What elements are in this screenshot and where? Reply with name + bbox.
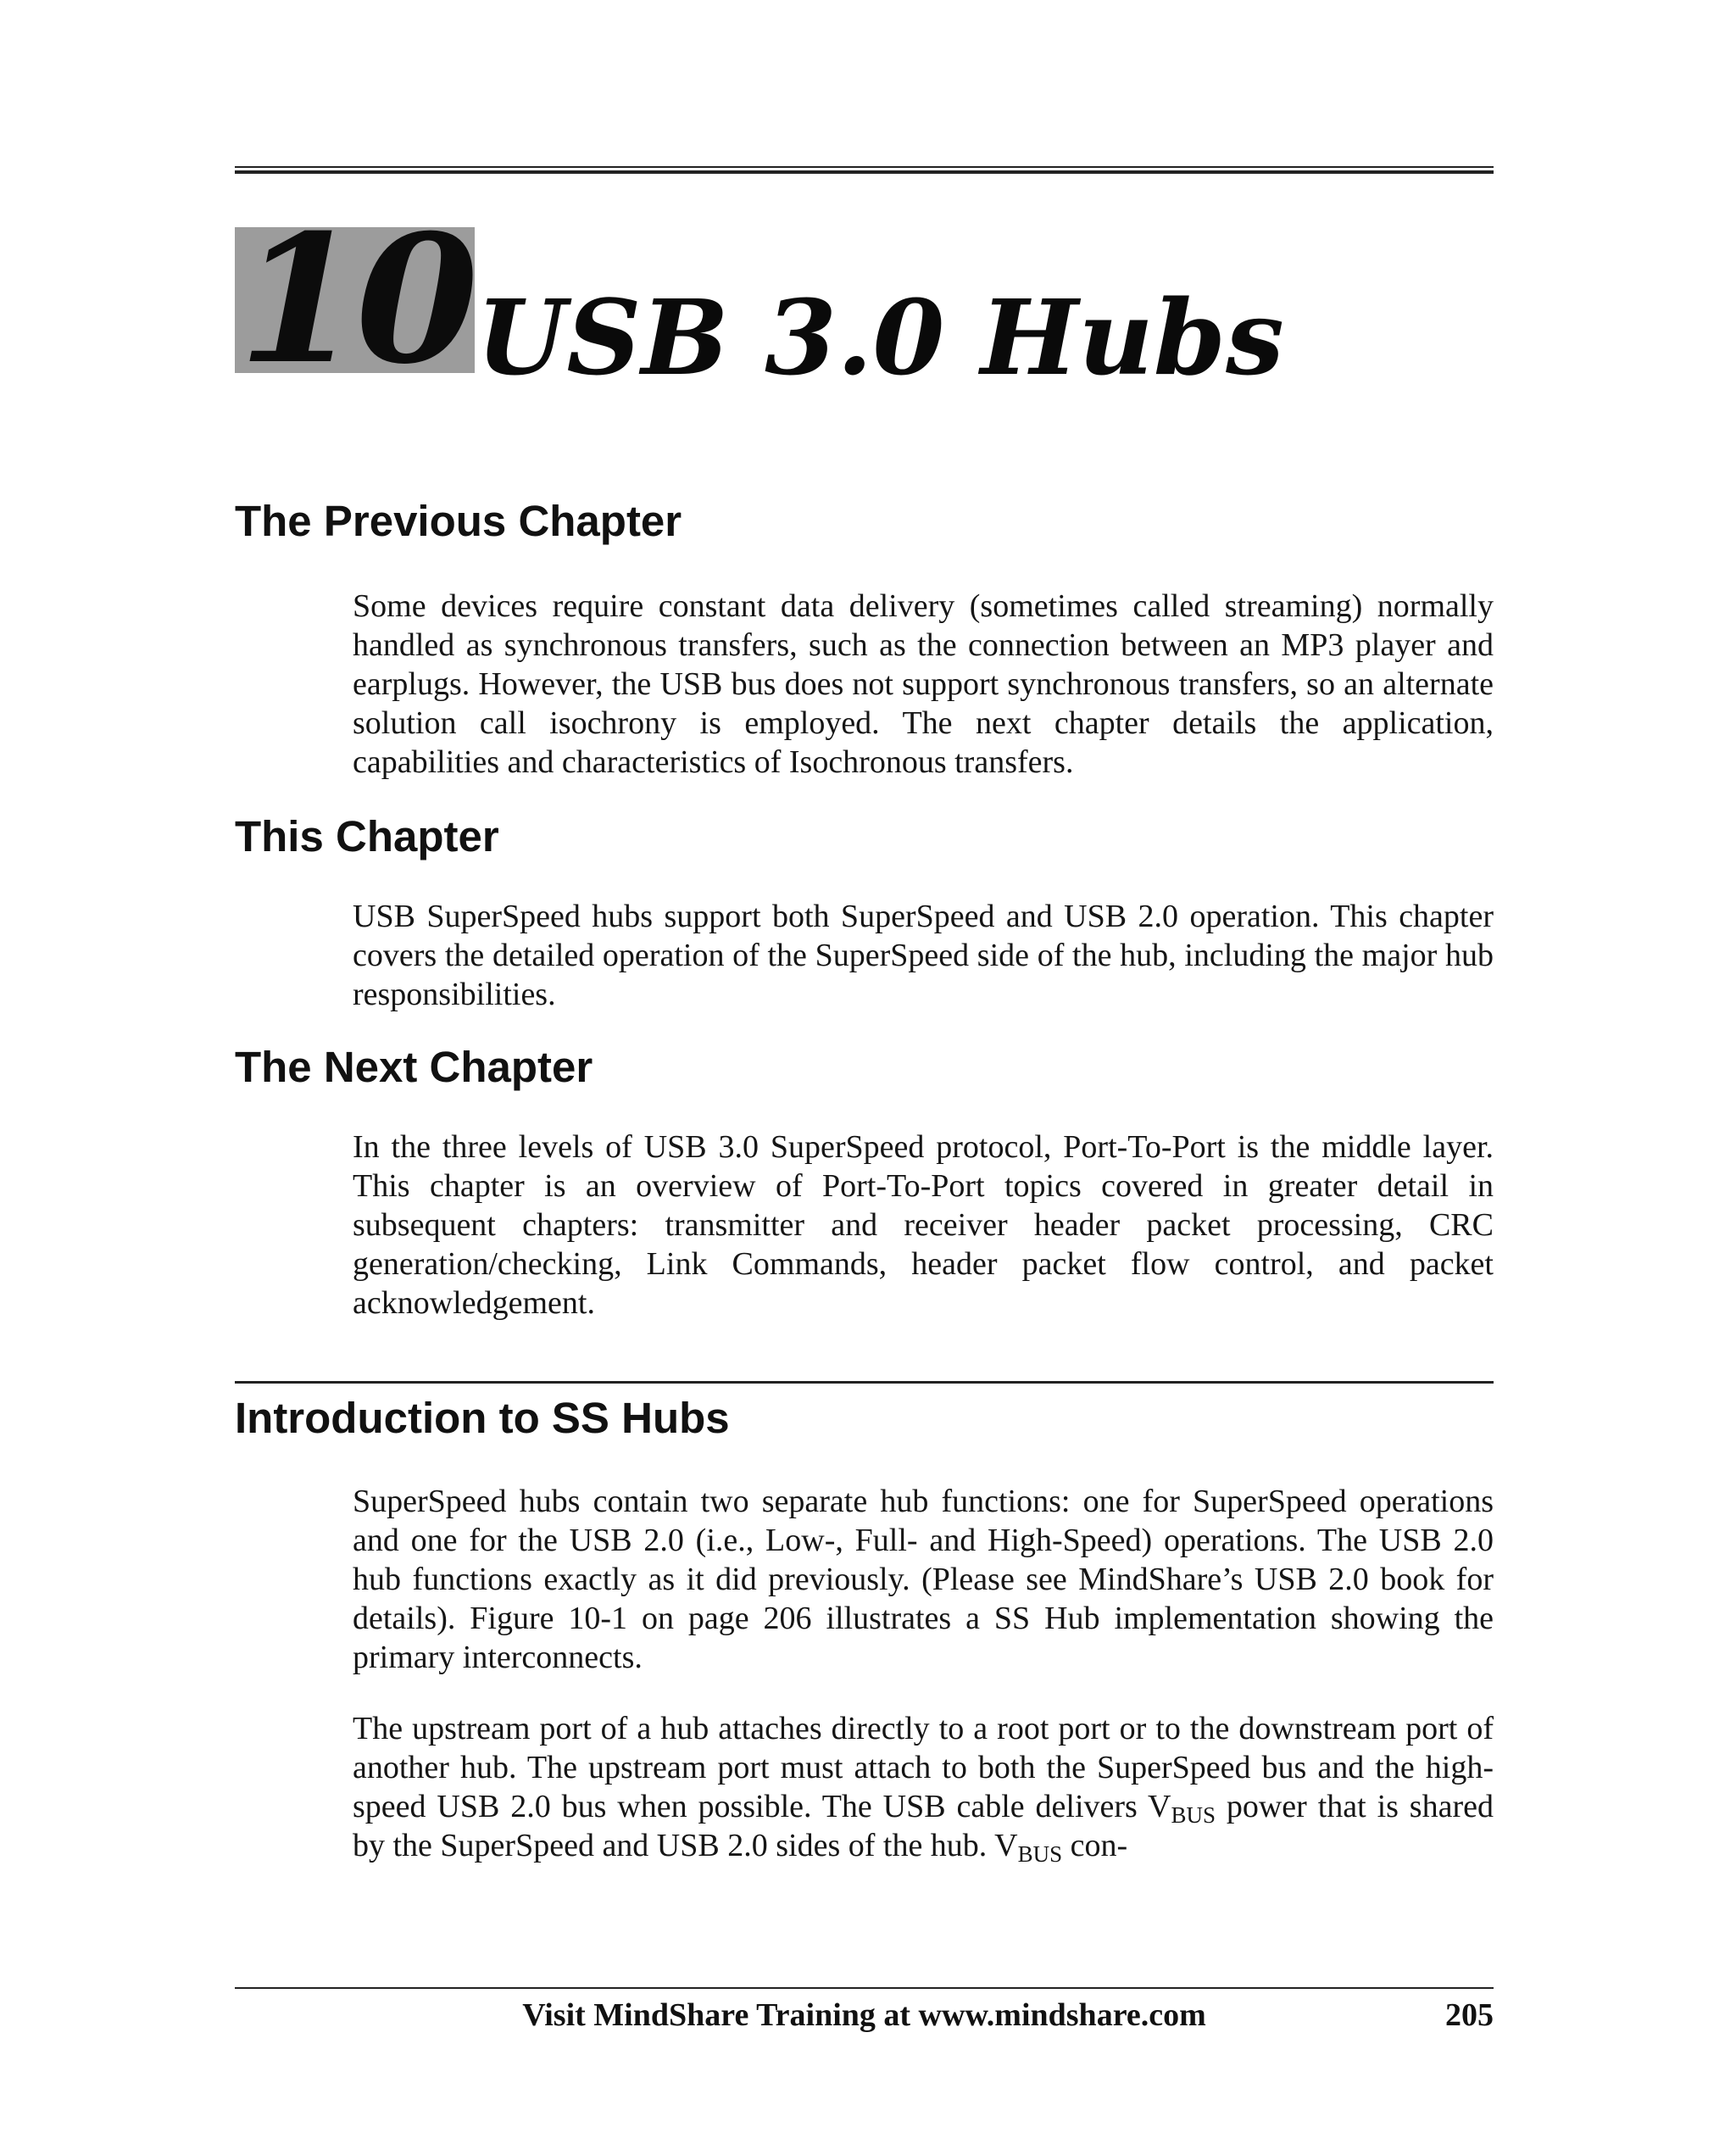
paragraph-intro-2 (353, 1709, 1494, 1865)
heading-next-chapter: The Next Chapter (235, 1043, 593, 1091)
chapter-number: 10 (235, 227, 475, 373)
paragraph-intro-1 (353, 1482, 1494, 1677)
heading-introduction: Introduction to SS Hubs (235, 1394, 730, 1442)
paragraph-this-chapter (353, 897, 1494, 1014)
paragraph-next-text: In the three levels of USB 3.0 SuperSpeed protocol, Port-To-Port is the middle layer. This chapter is an overview of Port-To-Port topics covered in greater detail in subsequent chapters: transmitter and receiver header packet processing, CRC generation/checking, Link Commands, header packet flow control, and packet acknowledgement. (353, 1129, 1494, 1321)
page-number: 205 (1445, 1997, 1494, 2033)
paragraph-intro-2-text (353, 1709, 1494, 1865)
intro-2-text-b: power that is shared by the SuperSpeed and USB 2.0 sides of the hub. V (353, 1789, 1494, 1863)
footer-visit-text: Visit MindShare Training at www.mindshare.com (522, 1997, 1206, 2033)
intro-2-text-c: con- (1062, 1828, 1128, 1863)
top-double-rule (235, 166, 1494, 174)
section-divider (235, 1381, 1494, 1384)
paragraph-previous-chapter (353, 587, 1494, 782)
paragraph-next-chapter (353, 1128, 1494, 1323)
page-footer (235, 1994, 1494, 2036)
vbus-subscript-2: BUS (1017, 1841, 1063, 1867)
intro-2-text-a: The upstream port of a hub attaches directly to a root port or to the downstream port of another hub. The upstream port must attach to both the SuperSpeed bus and the high-speed USB 2.0 bus when possible. The USB cable delivers V (353, 1711, 1494, 1824)
heading-this-chapter: This Chapter (235, 812, 499, 860)
footer-rule (235, 1987, 1494, 1989)
paragraph-intro-1-text: SuperSpeed hubs contain two separate hub functions: one for SuperSpeed operations and one for the USB 2.0 (i.e., Low-, Full- and High-Speed) operations. The USB 2.0 hub functions exactly as it did previously. (Please see MindShare’s USB 2.0 book for details). Figure 10-1 on page 206 illustrates a SS Hub implementation showing the primary interconnects. (353, 1484, 1494, 1675)
chapter-title: USB 3.0 Hubs (476, 276, 1284, 398)
vbus-subscript: BUS (1171, 1802, 1216, 1828)
heading-previous-chapter: The Previous Chapter (235, 497, 682, 545)
paragraph-previous-text: Some devices require constant data delivery (sometimes called streaming) normally handled as synchronous transfers, such as the connection between an MP3 player and earplugs. However, the USB bus does not support synchronous transfers, so an alternate solution call isochrony is employed. The next chapter details the application, capabilities and characteristics of Isochronous transfers. (353, 588, 1494, 780)
top-rule-thick (235, 170, 1494, 174)
paragraph-this-text: USB SuperSpeed hubs support both SuperSpeed and USB 2.0 operation. This chapter covers the detailed operation of the SuperSpeed side of the hub, including the major hub responsibilities. (353, 899, 1494, 1012)
top-rule-thin (235, 166, 1494, 168)
